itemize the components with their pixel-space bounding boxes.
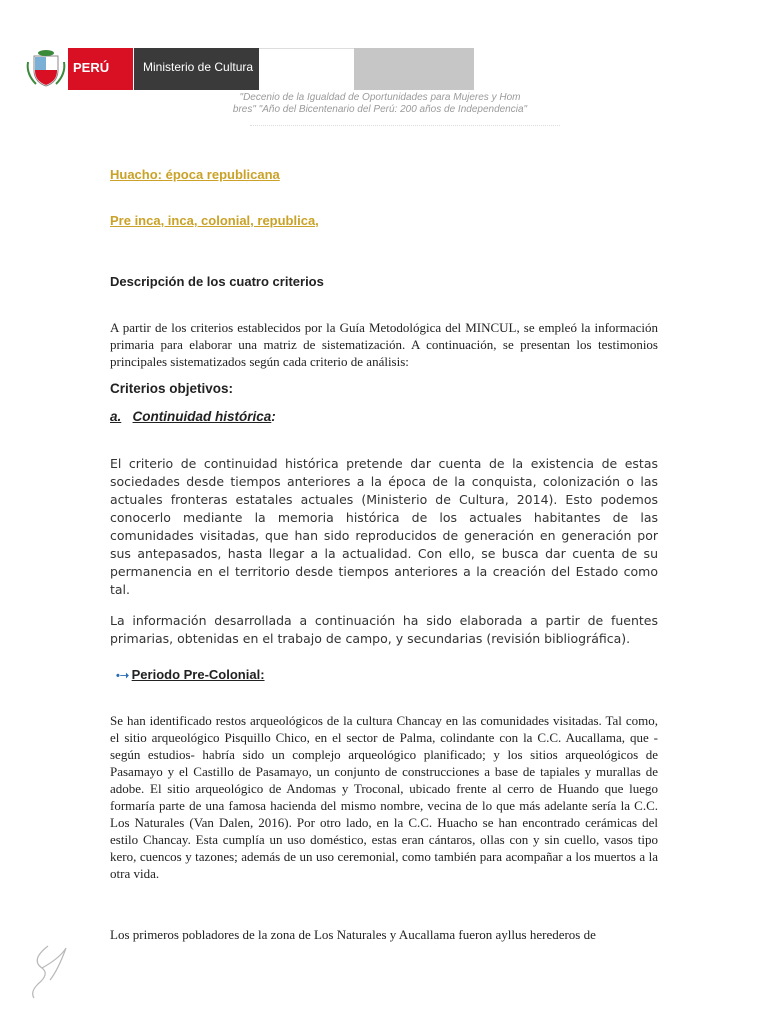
section-heading: Descripción de los cuatro criterios xyxy=(110,274,324,289)
header-rule xyxy=(250,125,560,127)
ministry-label: Ministerio de Cultura xyxy=(143,60,254,74)
bullet-label: Periodo Pre-Colonial: xyxy=(131,667,265,682)
title-periods[interactable]: Pre inca, inca, colonial, republica, xyxy=(110,213,319,228)
ministry-header xyxy=(24,48,474,90)
continuidad-suffix: : xyxy=(271,409,276,424)
continuidad-paragraph: El criterio de continuidad histórica pretende dar cuenta de la existencia de estas sociedades desde tiempos anteriores a la época de la conquista, colonización o las actuales fronteras estatales actuales (Ministerio de Cultura, 2014). Esto podemos conocerlo mediante la memoria histórica de los actuales habitantes de las comunidades visitadas, que han sido reproducidos de generación en generación por sus antepasados, hasta llegar a la actualidad. Con ello, se busca dar cuenta de su permanencia en el territorio desde tiempos anteriores a la creación del Estado como tal. xyxy=(110,456,658,597)
next-paragraph: Los primeros pobladores de la zona de Los Naturales y Aucallama fueron ayllus herederos de xyxy=(110,927,596,942)
country-label: PERÚ xyxy=(73,60,110,75)
criterios-heading: Criterios objetivos: xyxy=(110,381,234,396)
title-huacho[interactable]: Huacho: época republicana xyxy=(110,167,280,182)
signature-icon xyxy=(20,940,80,1000)
bullet-precolonial xyxy=(116,667,265,682)
continuidad-heading xyxy=(110,409,276,424)
continuidad-prefix: a. xyxy=(110,409,122,424)
continuidad-label: Continuidad histórica xyxy=(132,409,272,424)
coat-of-arms-icon xyxy=(24,48,68,90)
bullet-arrow-icon: •➝ xyxy=(116,670,130,682)
precolonial-paragraph: Se han identificado restos arqueológicos de la cultura Chancay en las comunidades visitadas. Tal como, el sitio arqueológico Pisquillo Chico, en el sector de Palma, colindante con la C.C. Aucallama, que -según estudios- habría sido un complejo arqueológico planificado; y los sitios arqueológicos de Pasamayo y el Castillo de Pasamayo, un conjunto de construcciones a base de tapiales y murallas de adobe. El sitio arqueológico de Andomas y Troconal, ubicado frente al cerro de Huando que luego formaría parte de una famosa hacienda del mismo nombre, vecina de lo que más adelante sería la C.C. Los Naturales (Van Dalen, 2016). Por otro lado, en la C.C. Huacho se han encontrado cerámicas del estilo Chancay. Esta cumplía un uso doméstico, estas eran cántaros, ollas con y sin cuello, vasos tipo kero, cuencos y tazones; además de un uso ceremonial, como también para acompañar a los muertos a la otra vida. xyxy=(110,713,658,881)
intro-paragraph: A partir de los criterios establecidos por la Guía Metodológica del MINCUL, se empleó la información primaria para elaborar una matriz de sistematización. A continuación, se presentan los testimonios principales sistematizados según cada criterio de análisis: xyxy=(110,320,658,369)
sources-paragraph: La información desarrollada a continuación ha sido elaborada a partir de fuentes primarias, obtenidas en el trabajo de campo, y secundarias (revisión bibliográfica). xyxy=(110,613,658,646)
header-grey-block xyxy=(354,48,474,90)
decenio-note: "Decenio de la Igualdad de Oportunidades para Mujeres y Hom bres" "Año del Bicentenario del Perú: 200 años de Independencia" xyxy=(232,92,528,115)
